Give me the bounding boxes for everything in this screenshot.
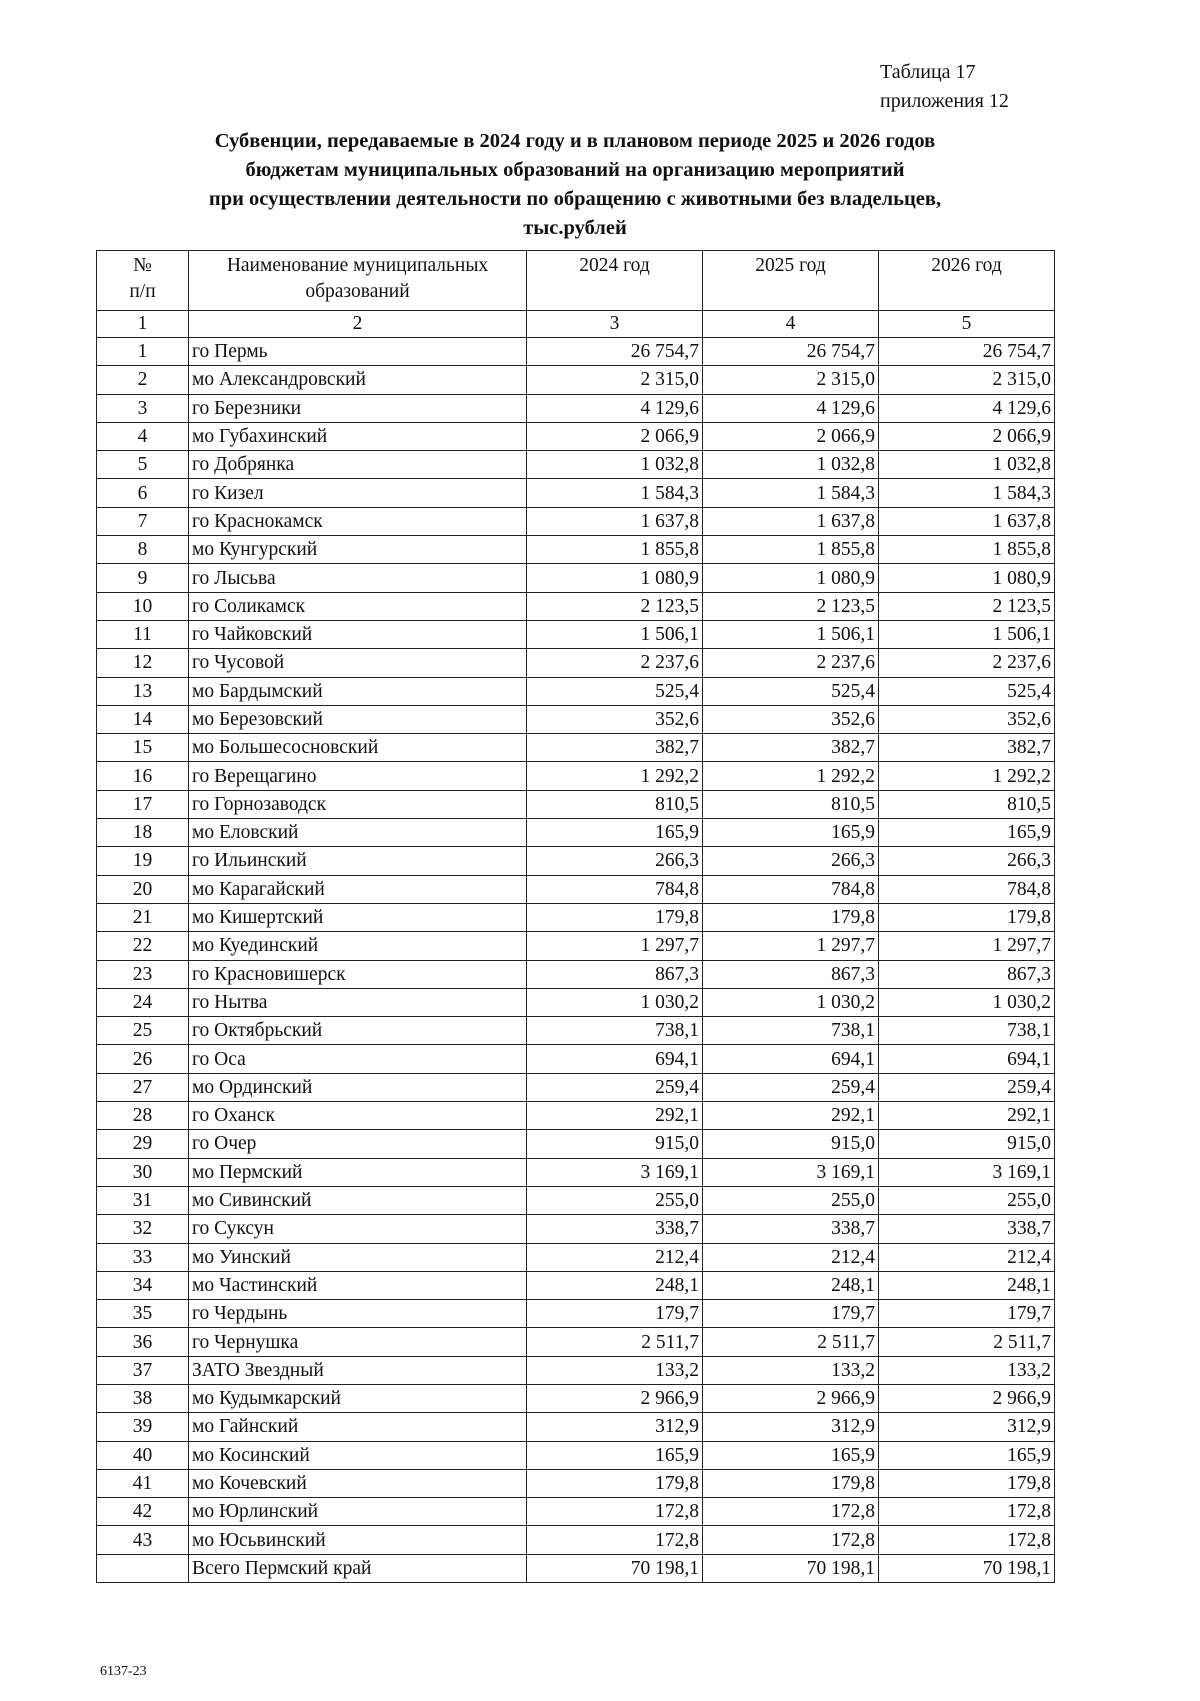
value-2025: 179,7 — [703, 1300, 879, 1328]
column-header-name — [189, 251, 527, 311]
value-2025: 1 292,2 — [703, 762, 879, 790]
value-2025: 2 123,5 — [703, 592, 879, 620]
value-2026: 738,1 — [879, 1017, 1055, 1045]
value-2025: 3 169,1 — [703, 1158, 879, 1186]
value-2024: 525,4 — [527, 677, 703, 705]
column-header-line: Наименование муниципальных — [226, 255, 489, 276]
value-2025: 165,9 — [703, 1441, 879, 1469]
row-number: 43 — [97, 1526, 189, 1554]
row-number: 2 — [97, 366, 189, 394]
value-2024: 212,4 — [527, 1243, 703, 1271]
row-number: 31 — [97, 1186, 189, 1214]
value-2024: 784,8 — [527, 875, 703, 903]
value-2026: 867,3 — [879, 960, 1055, 988]
value-2025: 2 511,7 — [703, 1328, 879, 1356]
municipality-name: мо Куединский — [189, 932, 527, 960]
value-2025: 382,7 — [703, 734, 879, 762]
value-2024: 179,8 — [527, 903, 703, 931]
row-number: 32 — [97, 1215, 189, 1243]
table-body — [97, 338, 1055, 1583]
column-header-line: 2026 год — [931, 255, 1002, 276]
value-2025: 248,1 — [703, 1271, 879, 1299]
row-number: 26 — [97, 1045, 189, 1073]
column-number-row — [97, 311, 1055, 338]
row-number — [97, 1554, 189, 1582]
table-row — [97, 705, 1055, 733]
column-header-2026 — [879, 251, 1055, 311]
column-header-line: 2025 год — [755, 255, 826, 276]
value-2024: 179,8 — [527, 1469, 703, 1497]
municipality-name: го Чайковский — [189, 620, 527, 648]
subventions-table — [96, 250, 1055, 1583]
value-2026: 1 032,8 — [879, 451, 1055, 479]
table-row — [97, 649, 1055, 677]
municipality-name: го Оханск — [189, 1102, 527, 1130]
table-row — [97, 1045, 1055, 1073]
value-2024: 255,0 — [527, 1186, 703, 1214]
value-2025: 915,0 — [703, 1130, 879, 1158]
value-2024: 810,5 — [527, 790, 703, 818]
row-number: 40 — [97, 1441, 189, 1469]
value-2026: 1 297,7 — [879, 932, 1055, 960]
value-2025: 1 637,8 — [703, 507, 879, 535]
row-number: 35 — [97, 1300, 189, 1328]
row-number: 21 — [97, 903, 189, 931]
column-number: 5 — [879, 311, 1055, 338]
table-row — [97, 479, 1055, 507]
municipality-name: мо Частинский — [189, 1271, 527, 1299]
value-2026: 2 966,9 — [879, 1384, 1055, 1412]
value-2026: 248,1 — [879, 1271, 1055, 1299]
table-row — [97, 1498, 1055, 1526]
value-2024: 2 966,9 — [527, 1384, 703, 1412]
municipality-name: го Соликамск — [189, 592, 527, 620]
row-number: 34 — [97, 1271, 189, 1299]
row-number: 25 — [97, 1017, 189, 1045]
value-2024: 2 066,9 — [527, 422, 703, 450]
value-2025: 525,4 — [703, 677, 879, 705]
value-2025: 179,8 — [703, 1469, 879, 1497]
value-2025: 172,8 — [703, 1526, 879, 1554]
municipality-name: мо Кудымкарский — [189, 1384, 527, 1412]
value-2025: 352,6 — [703, 705, 879, 733]
appendix-label: приложения 12 — [880, 90, 1009, 112]
table-row — [97, 932, 1055, 960]
value-2026: 26 754,7 — [879, 338, 1055, 366]
value-2024: 1 637,8 — [527, 507, 703, 535]
title-line: тыс.рублей — [523, 217, 627, 239]
column-header-2024 — [527, 251, 703, 311]
municipality-name: го Чусовой — [189, 649, 527, 677]
row-number: 1 — [97, 338, 189, 366]
value-2024: 382,7 — [527, 734, 703, 762]
value-2025: 259,4 — [703, 1073, 879, 1101]
table-row — [97, 366, 1055, 394]
table-row — [97, 507, 1055, 535]
table-row — [97, 1300, 1055, 1328]
value-2026: 2 123,5 — [879, 592, 1055, 620]
value-2024: 338,7 — [527, 1215, 703, 1243]
value-2025: 179,8 — [703, 903, 879, 931]
table-row — [97, 1384, 1055, 1412]
value-2025: 810,5 — [703, 790, 879, 818]
municipality-name: го Красновишерск — [189, 960, 527, 988]
value-2025: 2 237,6 — [703, 649, 879, 677]
value-2025: 1 030,2 — [703, 988, 879, 1016]
municipality-name: ЗАТО Звездный — [189, 1356, 527, 1384]
value-2024: 172,8 — [527, 1498, 703, 1526]
value-2025: 1 297,7 — [703, 932, 879, 960]
value-2025: 165,9 — [703, 819, 879, 847]
value-2024: 133,2 — [527, 1356, 703, 1384]
value-2026: 1 584,3 — [879, 479, 1055, 507]
value-2026: 172,8 — [879, 1526, 1055, 1554]
row-number: 6 — [97, 479, 189, 507]
row-number: 23 — [97, 960, 189, 988]
row-number: 41 — [97, 1469, 189, 1497]
row-number: 30 — [97, 1158, 189, 1186]
table-row — [97, 1102, 1055, 1130]
value-2026: 810,5 — [879, 790, 1055, 818]
table-row — [97, 536, 1055, 564]
municipality-name: го Нытва — [189, 988, 527, 1016]
value-2025: 172,8 — [703, 1498, 879, 1526]
row-number: 11 — [97, 620, 189, 648]
row-number: 14 — [97, 705, 189, 733]
table-row — [97, 422, 1055, 450]
value-2024: 312,9 — [527, 1413, 703, 1441]
row-number: 3 — [97, 394, 189, 422]
row-number: 8 — [97, 536, 189, 564]
value-2026: 338,7 — [879, 1215, 1055, 1243]
value-2024: 172,8 — [527, 1526, 703, 1554]
value-2025: 292,1 — [703, 1102, 879, 1130]
value-2026: 1 855,8 — [879, 536, 1055, 564]
value-2026: 165,9 — [879, 819, 1055, 847]
municipality-name: мо Кунгурский — [189, 536, 527, 564]
table-row — [97, 790, 1055, 818]
value-2025: 1 506,1 — [703, 620, 879, 648]
row-number: 33 — [97, 1243, 189, 1271]
row-number: 15 — [97, 734, 189, 762]
value-2025: 266,3 — [703, 847, 879, 875]
municipality-name: го Лысьва — [189, 564, 527, 592]
municipality-name: мо Сивинский — [189, 1186, 527, 1214]
row-number: 39 — [97, 1413, 189, 1441]
municipality-name: го Чердынь — [189, 1300, 527, 1328]
value-2024: 3 169,1 — [527, 1158, 703, 1186]
document-code: 6137-23 — [100, 1664, 147, 1679]
value-2026: 4 129,6 — [879, 394, 1055, 422]
municipality-name: мо Пермский — [189, 1158, 527, 1186]
value-2026: 179,8 — [879, 903, 1055, 931]
value-2026: 212,4 — [879, 1243, 1055, 1271]
table-row — [97, 620, 1055, 648]
column-number: 2 — [189, 311, 527, 338]
value-2026: 172,8 — [879, 1498, 1055, 1526]
value-2025: 133,2 — [703, 1356, 879, 1384]
value-2026: 2 066,9 — [879, 422, 1055, 450]
value-2025: 338,7 — [703, 1215, 879, 1243]
value-2026: 694,1 — [879, 1045, 1055, 1073]
municipality-name: го Березники — [189, 394, 527, 422]
row-number: 27 — [97, 1073, 189, 1101]
municipality-name: мо Большесосновский — [189, 734, 527, 762]
table-row — [97, 988, 1055, 1016]
row-number: 17 — [97, 790, 189, 818]
row-number: 37 — [97, 1356, 189, 1384]
table-row — [97, 1017, 1055, 1045]
table-reference — [880, 58, 1009, 116]
value-2026: 915,0 — [879, 1130, 1055, 1158]
municipality-name: мо Кочевский — [189, 1469, 527, 1497]
municipality-name: го Пермь — [189, 338, 527, 366]
column-header-line: № — [133, 255, 152, 276]
value-2024: 2 315,0 — [527, 366, 703, 394]
municipality-name: мо Карагайский — [189, 875, 527, 903]
value-2024: 915,0 — [527, 1130, 703, 1158]
value-2026: 1 030,2 — [879, 988, 1055, 1016]
municipality-name: мо Гайнский — [189, 1413, 527, 1441]
value-2026: 312,9 — [879, 1413, 1055, 1441]
value-2024: 1 032,8 — [527, 451, 703, 479]
value-2025: 312,9 — [703, 1413, 879, 1441]
value-2026: 1 506,1 — [879, 620, 1055, 648]
value-2025: 867,3 — [703, 960, 879, 988]
row-number: 20 — [97, 875, 189, 903]
value-2024: 165,9 — [527, 819, 703, 847]
table-row — [97, 1356, 1055, 1384]
value-2026: 3 169,1 — [879, 1158, 1055, 1186]
row-number: 13 — [97, 677, 189, 705]
municipality-name: мо Косинский — [189, 1441, 527, 1469]
municipality-name: мо Уинский — [189, 1243, 527, 1271]
value-2026: 165,9 — [879, 1441, 1055, 1469]
value-2026: 1 080,9 — [879, 564, 1055, 592]
table-row — [97, 1215, 1055, 1243]
value-2024: 694,1 — [527, 1045, 703, 1073]
row-number: 18 — [97, 819, 189, 847]
table-row — [97, 1158, 1055, 1186]
value-2025: 2 066,9 — [703, 422, 879, 450]
value-2025: 212,4 — [703, 1243, 879, 1271]
value-2025: 26 754,7 — [703, 338, 879, 366]
value-2025: 4 129,6 — [703, 394, 879, 422]
value-2024: 867,3 — [527, 960, 703, 988]
value-2025: 1 584,3 — [703, 479, 879, 507]
row-number: 16 — [97, 762, 189, 790]
municipality-name: го Кизел — [189, 479, 527, 507]
municipality-name: мо Юрлинский — [189, 1498, 527, 1526]
row-number: 28 — [97, 1102, 189, 1130]
value-2025: 70 198,1 — [703, 1554, 879, 1582]
table-row — [97, 875, 1055, 903]
column-header-number — [97, 251, 189, 311]
column-header-line: 2024 год — [579, 255, 650, 276]
table-row — [97, 734, 1055, 762]
row-number: 12 — [97, 649, 189, 677]
value-2025: 1 080,9 — [703, 564, 879, 592]
value-2024: 179,7 — [527, 1300, 703, 1328]
value-2024: 2 123,5 — [527, 592, 703, 620]
table-row — [97, 903, 1055, 931]
title-line: бюджетам муниципальных образований на организацию мероприятий — [245, 159, 905, 181]
row-number: 9 — [97, 564, 189, 592]
row-number: 24 — [97, 988, 189, 1016]
table-row — [97, 819, 1055, 847]
document-title — [100, 127, 1050, 243]
value-2026: 525,4 — [879, 677, 1055, 705]
municipality-name: го Ильинский — [189, 847, 527, 875]
table-header-row — [97, 251, 1055, 311]
municipality-name: го Верещагино — [189, 762, 527, 790]
row-number: 22 — [97, 932, 189, 960]
municipality-name: го Горнозаводск — [189, 790, 527, 818]
value-2024: 352,6 — [527, 705, 703, 733]
column-number: 4 — [703, 311, 879, 338]
value-2026: 70 198,1 — [879, 1554, 1055, 1582]
value-2026: 179,7 — [879, 1300, 1055, 1328]
value-2025: 694,1 — [703, 1045, 879, 1073]
column-header-2025 — [703, 251, 879, 311]
table-row — [97, 1073, 1055, 1101]
municipality-name: го Очер — [189, 1130, 527, 1158]
table-row — [97, 1271, 1055, 1299]
municipality-name: го Оса — [189, 1045, 527, 1073]
value-2024: 1 297,7 — [527, 932, 703, 960]
title-line: Субвенции, передаваемые в 2024 году и в плановом периоде 2025 и 2026 годов — [214, 130, 936, 152]
value-2026: 2 237,6 — [879, 649, 1055, 677]
value-2024: 26 754,7 — [527, 338, 703, 366]
table-row — [97, 564, 1055, 592]
value-2024: 4 129,6 — [527, 394, 703, 422]
value-2026: 1 292,2 — [879, 762, 1055, 790]
municipality-name: мо Еловский — [189, 819, 527, 847]
value-2026: 133,2 — [879, 1356, 1055, 1384]
value-2024: 1 292,2 — [527, 762, 703, 790]
municipality-name: го Краснокамск — [189, 507, 527, 535]
municipality-name: го Октябрьский — [189, 1017, 527, 1045]
value-2026: 266,3 — [879, 847, 1055, 875]
table-row — [97, 394, 1055, 422]
value-2025: 2 315,0 — [703, 366, 879, 394]
row-number: 4 — [97, 422, 189, 450]
value-2026: 259,4 — [879, 1073, 1055, 1101]
municipality-name: мо Бардымский — [189, 677, 527, 705]
value-2026: 255,0 — [879, 1186, 1055, 1214]
row-number: 19 — [97, 847, 189, 875]
value-2024: 248,1 — [527, 1271, 703, 1299]
value-2026: 784,8 — [879, 875, 1055, 903]
title-line: при осуществлении деятельности по обращению с животными без владельцев, — [208, 188, 942, 210]
value-2024: 1 506,1 — [527, 620, 703, 648]
table-row — [97, 1413, 1055, 1441]
municipality-name: мо Ординский — [189, 1073, 527, 1101]
municipality-name: го Добрянка — [189, 451, 527, 479]
value-2024: 259,4 — [527, 1073, 703, 1101]
value-2024: 1 030,2 — [527, 988, 703, 1016]
value-2024: 70 198,1 — [527, 1554, 703, 1582]
municipality-name: мо Юсьвинский — [189, 1526, 527, 1554]
row-number: 42 — [97, 1498, 189, 1526]
table-row — [97, 451, 1055, 479]
municipality-name: го Суксун — [189, 1215, 527, 1243]
value-2024: 266,3 — [527, 847, 703, 875]
municipality-name: го Чернушка — [189, 1328, 527, 1356]
value-2024: 738,1 — [527, 1017, 703, 1045]
table-row — [97, 592, 1055, 620]
value-2026: 2 315,0 — [879, 366, 1055, 394]
municipality-name: Всего Пермский край — [189, 1554, 527, 1582]
table-row — [97, 762, 1055, 790]
value-2025: 255,0 — [703, 1186, 879, 1214]
row-number: 38 — [97, 1384, 189, 1412]
value-2024: 1 080,9 — [527, 564, 703, 592]
municipality-name: мо Александровский — [189, 366, 527, 394]
table-row — [97, 960, 1055, 988]
value-2024: 292,1 — [527, 1102, 703, 1130]
value-2024: 1 855,8 — [527, 536, 703, 564]
total-row — [97, 1554, 1055, 1582]
value-2025: 1 032,8 — [703, 451, 879, 479]
value-2024: 2 511,7 — [527, 1328, 703, 1356]
row-number: 5 — [97, 451, 189, 479]
column-number: 3 — [527, 311, 703, 338]
value-2025: 738,1 — [703, 1017, 879, 1045]
column-header-line: образований — [305, 281, 410, 302]
municipality-name: мо Губахинский — [189, 422, 527, 450]
table-row — [97, 1243, 1055, 1271]
row-number: 36 — [97, 1328, 189, 1356]
value-2026: 179,8 — [879, 1469, 1055, 1497]
table-number-label: Таблица 17 — [880, 61, 976, 83]
value-2026: 352,6 — [879, 705, 1055, 733]
value-2026: 292,1 — [879, 1102, 1055, 1130]
column-header-line: п/п — [129, 281, 156, 302]
value-2024: 165,9 — [527, 1441, 703, 1469]
table-row — [97, 1328, 1055, 1356]
table-row — [97, 1186, 1055, 1214]
value-2026: 1 637,8 — [879, 507, 1055, 535]
table-row — [97, 1130, 1055, 1158]
value-2025: 1 855,8 — [703, 536, 879, 564]
row-number: 10 — [97, 592, 189, 620]
column-number: 1 — [97, 311, 189, 338]
table-row — [97, 847, 1055, 875]
value-2026: 2 511,7 — [879, 1328, 1055, 1356]
municipality-name: мо Березовский — [189, 705, 527, 733]
table-row — [97, 677, 1055, 705]
value-2025: 784,8 — [703, 875, 879, 903]
table-row — [97, 1469, 1055, 1497]
municipality-name: мо Кишертский — [189, 903, 527, 931]
table-row — [97, 1526, 1055, 1554]
row-number: 7 — [97, 507, 189, 535]
row-number: 29 — [97, 1130, 189, 1158]
value-2024: 1 584,3 — [527, 479, 703, 507]
table-row — [97, 338, 1055, 366]
value-2024: 2 237,6 — [527, 649, 703, 677]
value-2025: 2 966,9 — [703, 1384, 879, 1412]
value-2026: 382,7 — [879, 734, 1055, 762]
table-row — [97, 1441, 1055, 1469]
